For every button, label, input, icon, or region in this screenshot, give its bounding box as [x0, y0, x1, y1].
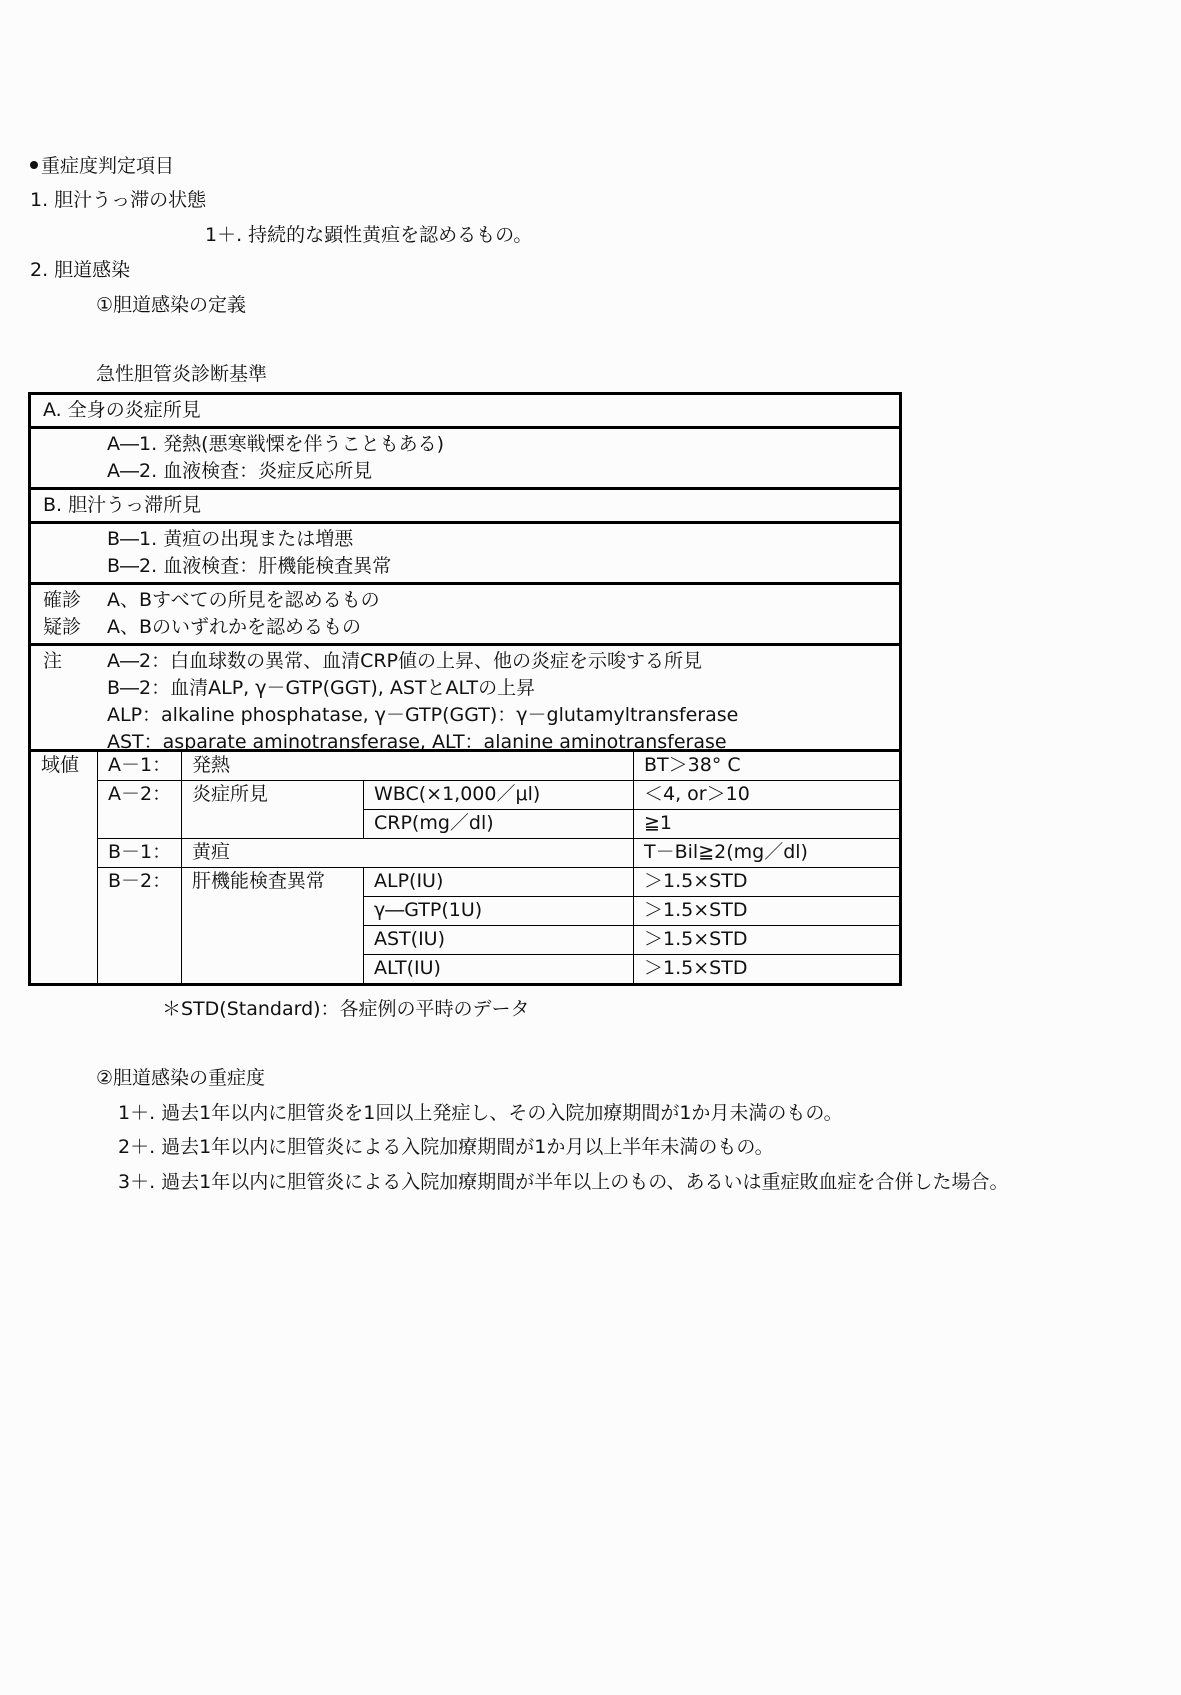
code-cell: B－2： [98, 868, 182, 985]
test-cell: γ―GTP(1U) [364, 897, 634, 926]
section1-title: 1. 胆汁うっ滞の状態 [30, 189, 207, 211]
criteria-a1: A―1. 発熱(悪寒戦慄を伴うこともある) [107, 433, 444, 455]
threshold-table [28, 749, 902, 986]
value-cell: ≧1 [634, 810, 901, 839]
item-cell: 黄疸 [182, 839, 634, 868]
note-1: A―2：白血球数の異常、血清CRP値の上昇、他の炎症を示唆する所見 [107, 650, 703, 672]
section1-item: 1＋. 持続的な顕性黄疸を認めるもの。 [205, 224, 533, 246]
criteria-b2: B―2. 血液検査：肝機能検査異常 [107, 555, 392, 577]
criteria-a-items [31, 429, 899, 490]
section2-sub1: ①胆道感染の定義 [96, 294, 247, 316]
severity-title: ②胆道感染の重症度 [96, 1067, 266, 1089]
table-row [30, 751, 901, 781]
criteria-b-items [31, 524, 899, 585]
value-cell: T－Bil≧2(mg／dl) [634, 839, 901, 868]
item-cell: 肝機能検査異常 [182, 868, 364, 985]
test-cell: WBC(×1,000／μl) [364, 781, 634, 810]
severity-item-1: 1＋. 過去1年以内に胆管炎を1回以上発症し、その入院加療期間が1か月未満のもの。 [118, 1102, 843, 1124]
bullet-icon [30, 161, 38, 169]
diagnosis-row [31, 585, 899, 646]
notes-row [31, 646, 899, 758]
section-heading [30, 154, 174, 178]
criteria-title: 急性胆管炎診断基準 [96, 363, 268, 385]
criteria-a2: A―2. 血液検査：炎症反応所見 [107, 460, 373, 482]
severity-item-3: 3＋. 過去1年以内に胆管炎による入院加療期間が半年以上のもの、あるいは重症敗血症を合併した場合。 [118, 1171, 1009, 1193]
severity-item-2: 2＋. 過去1年以内に胆管炎による入院加療期間が1か月以上半年未満のもの。 [118, 1136, 774, 1158]
diagnostic-criteria-table [28, 392, 902, 758]
code-cell: A－1： [98, 751, 182, 781]
note-4: AST：asparate aminotransferase, ALT：alanine aminotransferase [107, 731, 727, 753]
test-cell: ALT(IU) [364, 955, 634, 985]
note-label: 注 [43, 650, 63, 672]
code-cell: A－2： [98, 781, 182, 839]
diagnosis-label-suspected: 疑診 [43, 616, 82, 638]
heading-text: 重症度判定項目 [41, 155, 175, 177]
code-cell: B－1： [98, 839, 182, 868]
table-row [30, 781, 901, 810]
criteria-b1: B―1. 黄疸の出現または増悪 [107, 528, 354, 550]
item-cell: 炎症所見 [182, 781, 364, 839]
item-cell: 発熱 [182, 751, 634, 781]
diagnosis-text-suspected: A、Bのいずれかを認めるもの [107, 616, 362, 638]
threshold-footnote: ＊STD(Standard)：各症例の平時のデータ [162, 998, 530, 1020]
diagnosis-label-confirmed: 確診 [43, 589, 82, 611]
value-cell: ＞1.5×STD [634, 926, 901, 955]
threshold-label: 域値 [30, 751, 98, 985]
criteria-a-header: A. 全身の炎症所見 [31, 395, 899, 429]
note-3: ALP：alkaline phosphatase, γ－GTP(GGT)：γ－glutamyltransferase [107, 704, 739, 726]
table-row [30, 868, 901, 897]
value-cell: BT＞38° C [634, 751, 901, 781]
value-cell: ＜4, or＞10 [634, 781, 901, 810]
test-cell: CRP(mg／dl) [364, 810, 634, 839]
value-cell: ＞1.5×STD [634, 955, 901, 985]
test-cell: AST(IU) [364, 926, 634, 955]
diagnosis-text-confirmed: A、Bすべての所見を認めるもの [107, 589, 380, 611]
criteria-b-header: B. 胆汁うっ滞所見 [31, 490, 899, 524]
value-cell: ＞1.5×STD [634, 868, 901, 897]
table-row [30, 839, 901, 868]
note-2: B―2：血清ALP, γ－GTP(GGT), ASTとALTの上昇 [107, 677, 536, 699]
section2-title: 2. 胆道感染 [30, 259, 131, 281]
test-cell: ALP(IU) [364, 868, 634, 897]
value-cell: ＞1.5×STD [634, 897, 901, 926]
